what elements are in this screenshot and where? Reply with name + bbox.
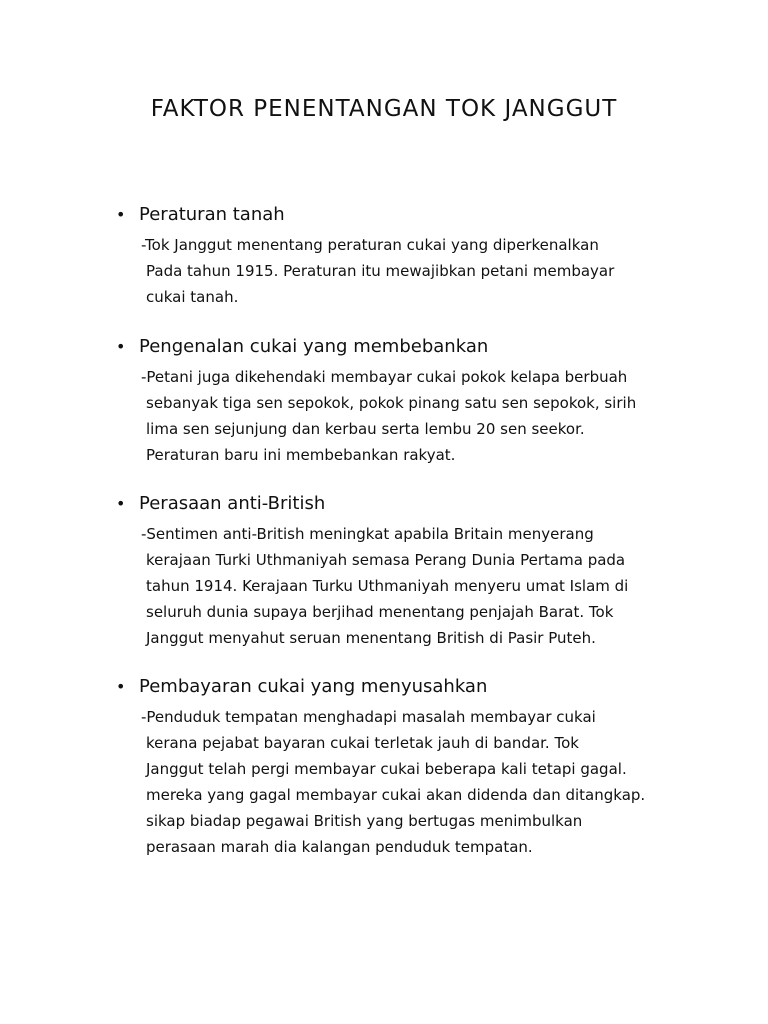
body-line: kerana pejabat bayaran cukai terletak jauh di bandar. Tok	[146, 734, 579, 752]
body-line: Peraturan baru ini membebankan rakyat.	[146, 446, 456, 464]
body-line: Janggut telah pergi membayar cukai beberapa kali tetapi gagal.	[146, 760, 627, 778]
bullet-icon: •	[116, 337, 126, 356]
body-line: sebanyak tiga sen sepokok, pokok pinang satu sen sepokok, sirih	[146, 394, 637, 412]
body-line: Janggut menyahut seruan menentang British di Pasir Puteh.	[146, 629, 596, 647]
section-pengenalan-cukai	[114, 335, 714, 468]
bullet-icon: •	[116, 205, 126, 224]
body-line: cukai tanah.	[146, 288, 239, 306]
section-body	[114, 232, 714, 310]
page-title: FAKTOR PENENTANGAN TOK JANGGUT	[150, 96, 618, 122]
section-pembayaran-cukai	[114, 675, 714, 860]
body-line: -Sentimen anti-British meningkat apabila Britain menyerang	[141, 525, 594, 543]
body-line: kerajaan Turki Uthmaniyah semasa Perang Dunia Pertama pada	[146, 551, 626, 569]
body-line: perasaan marah dia kalangan penduduk tempatan.	[146, 838, 533, 856]
section-heading-text: Pengenalan cukai yang membebankan	[139, 336, 489, 357]
bullet-icon: •	[116, 677, 126, 696]
body-line: tahun 1914. Kerajaan Turku Uthmaniyah menyeru umat Islam di	[146, 577, 629, 595]
section-heading	[114, 203, 714, 227]
body-line: seluruh dunia supaya berjihad menentang penjajah Barat. Tok	[146, 603, 614, 621]
section-heading-text: Pembayaran cukai yang menyusahkan	[139, 676, 488, 697]
body-line: -Petani juga dikehendaki membayar cukai pokok kelapa berbuah	[141, 368, 628, 386]
bullet-icon: •	[116, 494, 126, 513]
body-line: mereka yang gagal membayar cukai akan didenda dan ditangkap.	[146, 786, 646, 804]
section-heading	[114, 675, 714, 699]
section-body	[114, 704, 714, 860]
body-line: sikap biadap pegawai British yang bertugas menimbulkan	[146, 812, 583, 830]
section-body	[114, 364, 714, 468]
section-perasaan-anti-british	[114, 492, 714, 651]
section-heading	[114, 492, 714, 516]
body-line: lima sen sejunjung dan kerbau serta lembu 20 sen seekor.	[146, 420, 585, 438]
body-line: Pada tahun 1915. Peraturan itu mewajibkan petani membayar	[146, 262, 615, 280]
body-line: -Penduduk tempatan menghadapi masalah membayar cukai	[141, 708, 596, 726]
section-heading	[114, 335, 714, 359]
section-peraturan-tanah	[114, 203, 714, 310]
section-body	[114, 521, 714, 651]
section-heading-text: Peraturan tanah	[139, 204, 285, 225]
body-line: -Tok Janggut menentang peraturan cukai yang diperkenalkan	[141, 236, 599, 254]
section-heading-text: Perasaan anti-British	[139, 493, 326, 514]
